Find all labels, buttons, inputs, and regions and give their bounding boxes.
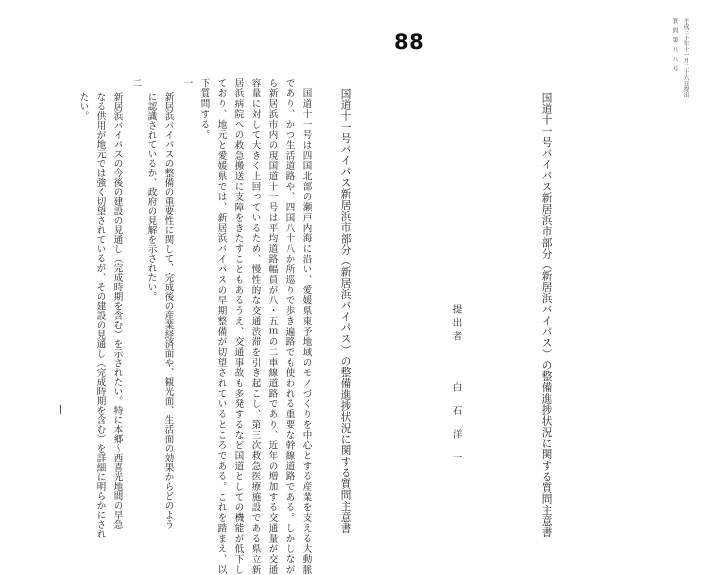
paragraph-line-4: 容量に対して大きく上回っているため、慢性的な交通渋滞を引き起こし、第三次救急医療施設である県立新 bbox=[249, 78, 261, 575]
gutter-mark bbox=[60, 405, 61, 414]
item-2-number: 二 bbox=[130, 78, 142, 88]
item-1-number: 一 bbox=[181, 78, 193, 88]
submitter-name: 白石洋一 bbox=[450, 382, 462, 476]
paragraph-line-3: ら新居浜市内の現国道十一号は平均道路幅員が八・五ｍの二車線道路であり、近年の増加する交通量が交通 bbox=[266, 78, 278, 575]
item-1-line-1: 新居浜バイパスの整備の重要性に関して、完成後の産業経済面や、観光面、生活面の効果からどのよう bbox=[162, 92, 174, 529]
paragraph-line-2: であり、かつ生活道路や、四国八十八か所巡りで歩き遍路でも使われる重要な幹線道路である。しかしなが bbox=[283, 78, 295, 575]
paragraph-line-1: 国道十一号は四国北部の瀬戸内海に沿い、愛媛県東予地域のモノづくりを中心とする産業を支える大動脈 bbox=[300, 78, 312, 575]
title-right: 国道十一号バイパス新居浜市部分（新居浜バイパス）の整備進捗状況に関する質問主意書 bbox=[540, 92, 553, 538]
item-2-line-3: たい。 bbox=[77, 92, 89, 121]
item-2-line-1: 新居浜バイパスの今後の建設の見通し（完成時期を含む）を示されたい。特に本郷～西喜光地間の早急 bbox=[111, 92, 123, 529]
submitter-label: 提出者 bbox=[450, 304, 462, 345]
document-title: 国道十一号バイパス新居浜市部分（新居浜バイパス）の整備進捗状況に関する質問主意書 bbox=[339, 88, 352, 534]
item-2-line-2: なる供用が地元では強く切望されているが、その建設の見通し（完成時期を含む）を詳細に明らかにされ bbox=[94, 92, 106, 539]
paragraph-line-6: ており、地元と愛媛県では、新居浜バイパスの早期整備が切望されているところである。これを踏まえ、以 bbox=[215, 78, 227, 575]
page-number: 88 bbox=[394, 30, 425, 54]
paragraph-line-7: 下質問する。 bbox=[198, 78, 210, 141]
paragraph-line-5: 居浜病院への救急搬送に支障をきたすこともあるうえ、交通事故も多発するなど国道としての機能が低下し bbox=[232, 78, 244, 575]
question-number: 質問第八八号 bbox=[671, 18, 678, 75]
item-1-line-2: に認識されているか、政府の見解を示されたい。 bbox=[145, 92, 157, 301]
submission-date: 平成三十年十一月二十六日提出 bbox=[682, 18, 689, 98]
